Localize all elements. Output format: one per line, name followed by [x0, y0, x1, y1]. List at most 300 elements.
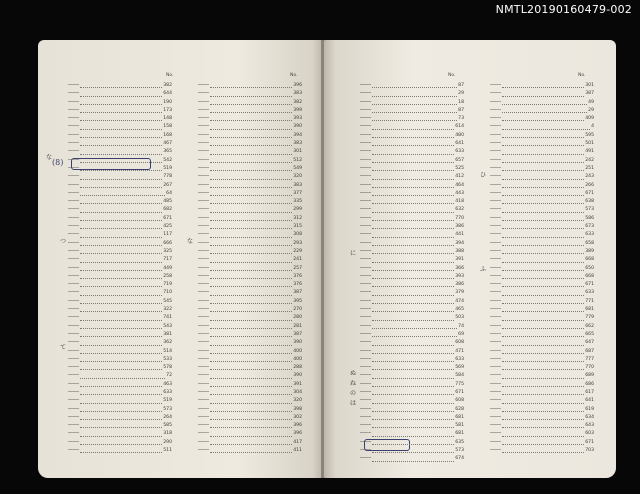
index-entry [490, 132, 594, 140]
entry-title: ──── [490, 448, 502, 454]
entry-title: ──── [198, 224, 210, 230]
entry-number: 387 [585, 91, 594, 97]
entry-title: ──── [198, 141, 210, 147]
entry-title: ──── [198, 83, 210, 88]
index-entry [490, 422, 594, 430]
side-kana: に [350, 250, 357, 257]
entry-number: 681 [455, 414, 464, 420]
entry-title: ──── [68, 224, 80, 230]
entry-number: 301 [585, 83, 594, 88]
entry-number: 322 [163, 307, 172, 313]
entry-number: 480 [455, 132, 464, 138]
index-entry [490, 364, 594, 372]
index-entry [198, 339, 302, 347]
index-entry [490, 306, 594, 314]
index-entry [198, 430, 302, 438]
leader-dots [210, 278, 292, 279]
leader-dots [210, 436, 292, 437]
entry-number: 650 [585, 265, 594, 271]
index-entry [490, 397, 594, 405]
entry-number: 73 [458, 116, 464, 122]
index-entry [198, 256, 302, 264]
entry-title: ──── [68, 398, 80, 404]
index-entry [360, 190, 464, 198]
index-entry [198, 422, 302, 430]
entry-title: ──── [490, 381, 502, 387]
leader-dots [80, 154, 162, 155]
index-entry [198, 265, 302, 273]
index-entry [68, 206, 172, 214]
index-entry [68, 273, 172, 281]
entry-number: 614 [455, 124, 464, 130]
entry-title: ──── [198, 331, 210, 337]
entry-title: ──── [490, 423, 502, 429]
entry-number: 308 [293, 232, 302, 238]
entry-title: ──── [68, 406, 80, 412]
entry-title: ──── [198, 373, 210, 379]
leader-dots [372, 386, 454, 387]
leader-dots [210, 187, 292, 188]
index-entry [198, 298, 302, 306]
entry-number: 686 [585, 381, 594, 387]
leader-dots [502, 411, 584, 412]
entry-title: ──── [198, 190, 210, 196]
leader-dots [502, 203, 584, 204]
leader-dots [372, 170, 454, 171]
index-entry [360, 381, 464, 389]
entry-number: 741 [163, 315, 172, 321]
entry-title: ──── [490, 215, 502, 221]
index-column-right-1 [360, 82, 464, 464]
entry-title: ──── [490, 207, 502, 213]
entry-title: ──── [490, 199, 502, 205]
leader-dots [372, 452, 454, 453]
leader-dots [372, 444, 454, 445]
index-entry [360, 256, 464, 264]
entry-title: ──── [360, 248, 372, 254]
entry-number: 190 [163, 99, 172, 105]
entry-number: 173 [163, 107, 172, 113]
entry-number: 665 [585, 331, 594, 337]
index-entry [360, 215, 464, 223]
index-entry [198, 356, 302, 364]
index-entry [360, 439, 464, 447]
leader-dots [372, 394, 454, 395]
entry-number: 64 [166, 190, 172, 196]
entry-number: 632 [455, 207, 464, 213]
entry-number: 148 [163, 116, 172, 122]
column-header-no: No. [166, 73, 174, 78]
leader-dots [372, 154, 454, 155]
entry-number: 687 [585, 348, 594, 354]
entry-number: 617 [585, 389, 594, 395]
leader-dots [502, 262, 584, 263]
leader-dots [372, 411, 454, 412]
entry-title: ──── [198, 182, 210, 188]
index-entry [360, 165, 464, 173]
leader-dots [502, 220, 584, 221]
entry-number: 542 [163, 157, 172, 163]
leader-dots [372, 203, 454, 204]
entry-number: 471 [455, 348, 464, 354]
entry-number: 573 [455, 448, 464, 454]
index-entry [198, 439, 302, 447]
entry-title: ──── [490, 257, 502, 263]
entry-number: 474 [455, 298, 464, 304]
entry-number: 485 [163, 199, 172, 205]
leader-dots [372, 278, 454, 279]
leader-dots [372, 187, 454, 188]
entry-title: ──── [490, 149, 502, 155]
leader-dots [80, 129, 162, 130]
leader-dots [210, 403, 292, 404]
entry-number: 671 [585, 439, 594, 445]
leader-dots [80, 220, 162, 221]
entry-title: ──── [68, 207, 80, 213]
entry-title: ──── [360, 224, 372, 230]
entry-number: 376 [293, 273, 302, 279]
leader-dots [502, 320, 584, 321]
entry-title: ──── [198, 99, 210, 105]
entry-number: 72 [166, 373, 172, 379]
column-header-no: No. [578, 73, 586, 78]
entry-title: ──── [198, 414, 210, 420]
leader-dots [372, 361, 454, 362]
index-entry [68, 190, 172, 198]
leader-dots [80, 162, 162, 163]
index-entry [68, 289, 172, 297]
index-entry [198, 306, 302, 314]
entry-title: ──── [490, 356, 502, 362]
index-entry [198, 414, 302, 422]
index-entry [68, 248, 172, 256]
entry-title: ──── [198, 298, 210, 304]
entry-number: 519 [163, 165, 172, 171]
index-entry [360, 198, 464, 206]
entry-title: ──── [360, 331, 372, 337]
entry-number: 69 [458, 331, 464, 337]
entry-number: 87 [458, 83, 464, 88]
leader-dots [80, 444, 162, 445]
leader-dots [210, 245, 292, 246]
leader-dots [502, 303, 584, 304]
entry-title: ──── [490, 340, 502, 346]
leader-dots [80, 328, 162, 329]
index-entry [68, 215, 172, 223]
entry-title: ──── [68, 190, 80, 196]
leader-dots [372, 120, 457, 121]
entry-title: ──── [490, 323, 502, 329]
entry-title: ──── [198, 315, 210, 321]
entry-title: ──── [360, 232, 372, 238]
entry-number: 229 [293, 248, 302, 254]
index-entry [490, 157, 594, 165]
leader-dots [210, 212, 292, 213]
entry-number: 396 [293, 423, 302, 429]
entry-title: ──── [68, 265, 80, 271]
entry-title: ──── [490, 165, 502, 171]
column-header-no: No. [448, 73, 456, 78]
entry-number: 241 [293, 257, 302, 263]
entry-number: 717 [163, 257, 172, 263]
leader-dots [502, 129, 590, 130]
entry-title: ──── [198, 340, 210, 346]
index-entry [198, 198, 302, 206]
leader-dots [372, 112, 457, 113]
entry-number: 320 [293, 398, 302, 404]
entry-number: 409 [585, 116, 594, 122]
index-entry [490, 148, 594, 156]
index-entry [198, 289, 302, 297]
index-entry [68, 157, 172, 165]
entry-title: ──── [360, 307, 372, 313]
entry-number: 412 [455, 174, 464, 180]
leader-dots [210, 262, 292, 263]
entry-title: ──── [360, 182, 372, 188]
entry-number: 719 [163, 282, 172, 288]
entry-number: 771 [585, 298, 594, 304]
entry-number: 242 [585, 157, 594, 163]
leader-dots [210, 203, 292, 204]
entry-title: ──── [490, 174, 502, 180]
entry-number: 647 [585, 340, 594, 346]
entry-title: ──── [490, 107, 502, 113]
entry-title: ──── [490, 182, 502, 188]
entry-number: 18 [458, 99, 464, 105]
entry-title: ──── [68, 290, 80, 296]
entry-title: ──── [360, 132, 372, 138]
entry-number: 267 [163, 182, 172, 188]
entry-number: 533 [163, 356, 172, 362]
leader-dots [210, 320, 292, 321]
index-entry [360, 90, 464, 98]
leader-dots [80, 295, 162, 296]
leader-dots [502, 378, 584, 379]
index-entry [198, 381, 302, 389]
entry-number: 608 [455, 398, 464, 404]
side-kana: ひ [480, 172, 487, 179]
index-entry [360, 223, 464, 231]
entry-title: ──── [198, 282, 210, 288]
leader-dots [80, 303, 162, 304]
entry-number: 396 [293, 83, 302, 88]
leader-dots [502, 369, 584, 370]
entry-title: ──── [490, 373, 502, 379]
index-entry [490, 99, 594, 107]
entry-title: ──── [198, 356, 210, 362]
entry-number: 638 [585, 199, 594, 205]
entry-title: ──── [68, 273, 80, 279]
entry-number: 168 [163, 132, 172, 138]
leader-dots [210, 378, 292, 379]
entry-title: ──── [198, 381, 210, 387]
entry-number: 365 [163, 149, 172, 155]
leader-dots [502, 452, 584, 453]
entry-title: ──── [68, 439, 80, 445]
entry-title: ──── [490, 91, 502, 97]
index-entry [490, 298, 594, 306]
entry-title: ──── [68, 365, 80, 371]
index-entry [490, 339, 594, 347]
entry-title: ──── [68, 141, 80, 147]
index-entry [360, 455, 464, 463]
entry-number: 377 [293, 190, 302, 196]
entry-number: 398 [293, 406, 302, 412]
entry-number: 386 [455, 224, 464, 230]
index-entry [68, 422, 172, 430]
leader-dots [502, 253, 584, 254]
index-entry [490, 331, 594, 339]
entry-number: 634 [585, 414, 594, 420]
index-entry [490, 323, 594, 331]
entry-number: 633 [585, 290, 594, 296]
index-entry [490, 348, 594, 356]
entry-title: ──── [198, 448, 210, 454]
entry-title: ──── [360, 141, 372, 147]
side-kana: は [350, 400, 357, 407]
index-entry [490, 240, 594, 248]
leader-dots [210, 120, 292, 121]
index-entry [198, 389, 302, 397]
entry-title: ──── [198, 157, 210, 163]
entry-title: ──── [490, 298, 502, 304]
leader-dots [210, 112, 292, 113]
leader-dots [80, 278, 162, 279]
index-entry [490, 256, 594, 264]
entry-title: ──── [490, 99, 502, 105]
entry-title: ──── [490, 248, 502, 254]
entry-title: ──── [360, 431, 372, 437]
entry-number: 573 [163, 406, 172, 412]
index-entry [68, 265, 172, 273]
leader-dots [502, 436, 584, 437]
leader-dots [372, 436, 454, 437]
entry-title: ──── [198, 207, 210, 213]
entry-number: 467 [163, 141, 172, 147]
leader-dots [80, 320, 162, 321]
leader-dots [372, 104, 457, 105]
index-entry [68, 348, 172, 356]
entry-title: ──── [360, 365, 372, 371]
leader-dots [502, 361, 584, 362]
leader-dots [372, 212, 454, 213]
entry-title: ──── [360, 107, 372, 113]
index-entry [68, 182, 172, 190]
entry-title: ──── [490, 389, 502, 395]
entry-title: ──── [68, 323, 80, 329]
leader-dots [372, 270, 454, 271]
leader-dots [80, 411, 162, 412]
index-column-left-1 [68, 82, 172, 455]
entry-number: 671 [585, 190, 594, 196]
index-entry [360, 99, 464, 107]
entry-number: 608 [455, 340, 464, 346]
entry-number: 325 [163, 248, 172, 254]
entry-title: ──── [68, 157, 80, 163]
entry-number: 770 [455, 215, 464, 221]
leader-dots [372, 320, 454, 321]
leader-dots [210, 270, 292, 271]
entry-number: 682 [163, 207, 172, 213]
index-entry [68, 381, 172, 389]
entry-number: 503 [455, 315, 464, 321]
entry-number: 545 [163, 298, 172, 304]
entry-number: 280 [293, 315, 302, 321]
index-entry [490, 289, 594, 297]
entry-number: 671 [163, 215, 172, 221]
entry-number: 671 [585, 282, 594, 288]
index-entry [360, 107, 464, 115]
leader-dots [80, 262, 162, 263]
entry-title: ──── [198, 423, 210, 429]
leader-dots [502, 120, 584, 121]
index-entry [360, 265, 464, 273]
entry-title: ──── [198, 107, 210, 113]
entry-title: ──── [490, 365, 502, 371]
index-entry [490, 389, 594, 397]
entry-title: ──── [68, 91, 80, 97]
leader-dots [80, 452, 162, 453]
leader-dots [502, 427, 584, 428]
entry-title: ──── [68, 282, 80, 288]
entry-number: 657 [455, 157, 464, 163]
leader-dots [210, 137, 292, 138]
entry-title: ──── [68, 448, 80, 454]
index-entry [490, 439, 594, 447]
entry-title: ──── [68, 232, 80, 238]
leader-dots [372, 262, 454, 263]
entry-title: ──── [198, 431, 210, 437]
entry-title: ──── [360, 174, 372, 180]
entry-title: ──── [198, 389, 210, 395]
leader-dots [502, 104, 587, 105]
entry-number: 304 [293, 389, 302, 395]
entry-number: 4 [591, 124, 594, 130]
entry-number: 383 [293, 182, 302, 188]
index-entry [198, 348, 302, 356]
leader-dots [372, 427, 454, 428]
index-entry [360, 148, 464, 156]
index-entry [360, 323, 464, 331]
index-entry [68, 123, 172, 131]
entry-number: 619 [585, 406, 594, 412]
leader-dots [502, 403, 584, 404]
index-entry [490, 140, 594, 148]
leader-dots [372, 286, 454, 287]
leader-dots [372, 328, 457, 329]
entry-title: ──── [490, 116, 502, 122]
index-entry [490, 206, 594, 214]
leader-dots [502, 328, 584, 329]
leader-dots [80, 187, 162, 188]
index-entry [68, 430, 172, 438]
index-entry [68, 165, 172, 173]
entry-number: 549 [293, 165, 302, 171]
entry-title: ──── [360, 340, 372, 346]
leader-dots [372, 195, 454, 196]
entry-title: ──── [360, 165, 372, 171]
entry-number: 573 [585, 207, 594, 213]
entry-title: ──── [360, 149, 372, 155]
leader-dots [80, 394, 162, 395]
entry-title: ──── [490, 406, 502, 412]
entry-number: 366 [455, 265, 464, 271]
entry-number: 586 [585, 215, 594, 221]
entry-title: ──── [198, 124, 210, 130]
leader-dots [372, 369, 454, 370]
entry-title: ──── [68, 248, 80, 254]
entry-number: 417 [293, 439, 302, 445]
